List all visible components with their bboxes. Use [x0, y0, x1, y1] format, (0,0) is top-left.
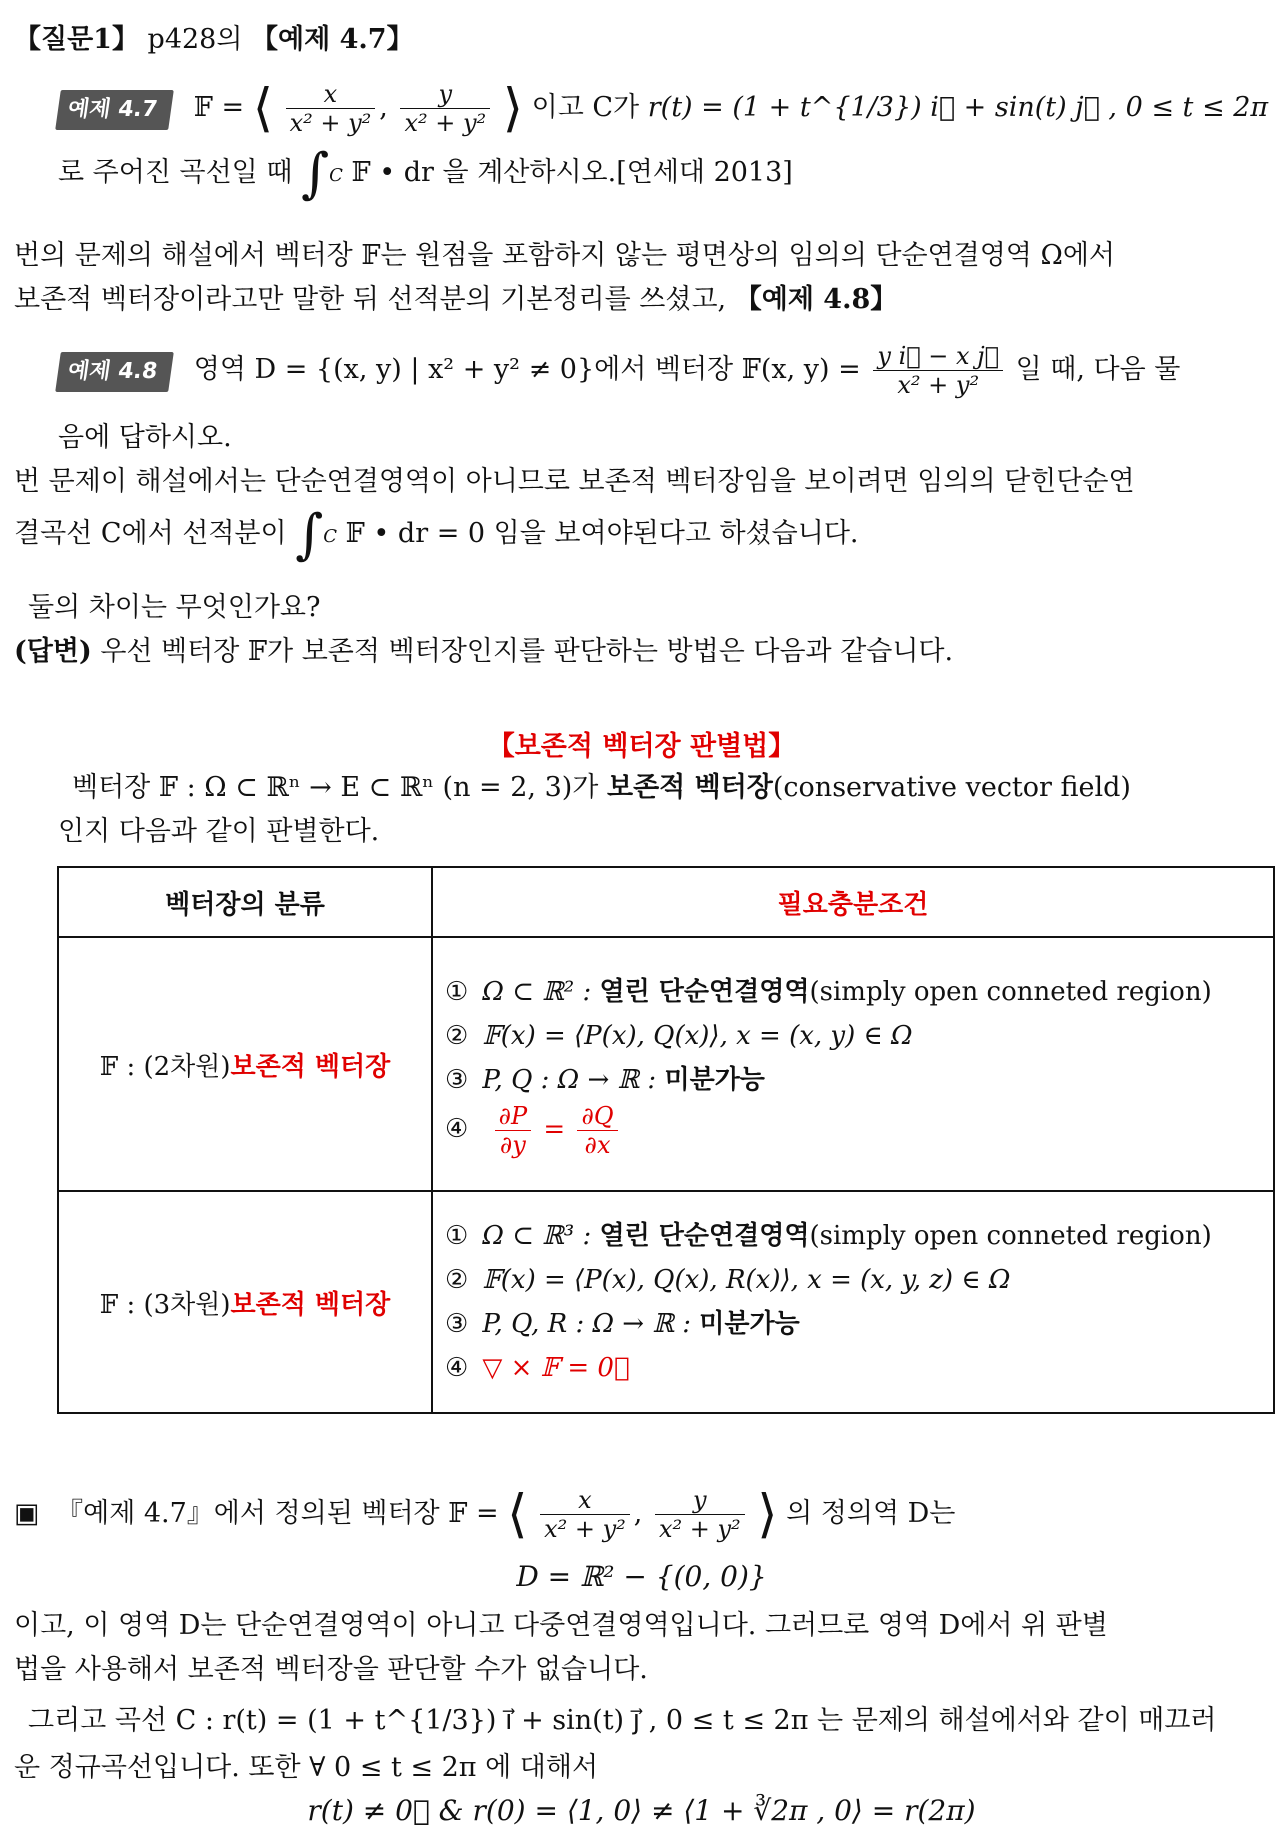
table-row-3d — [58, 1191, 1274, 1413]
cond-post: (simply open conneted region) — [809, 976, 1212, 1007]
b1-frac2-num: y — [655, 1486, 745, 1515]
ex48-text: 영역 D = {(x, y) | x² + y² ≠ 0}에서 벡터장 𝔽(x, y) = — [193, 354, 861, 385]
ex47-frac1-den: x² + y² — [289, 109, 372, 137]
dx-denominator: ∂x — [584, 1130, 611, 1159]
b1-frac1-num: x — [540, 1486, 630, 1515]
row-3d-label-red: 보존적 벡터장 — [230, 1289, 391, 1320]
curl-condition: ▽ × 𝔽 = 0⃗ — [482, 1353, 630, 1383]
ex47-frac1-num: x — [286, 80, 376, 109]
row-2d-cond-3 — [445, 1058, 1261, 1102]
ex47-frac2-num: y — [400, 80, 490, 109]
final-equation: r(t) ≠ 0⃗ & r(0) = ⟨1, 0⟩ ≠ ⟨1 + ∛2π , 0⟩ = r(2π) — [307, 1794, 976, 1827]
row-3d-label — [58, 1191, 432, 1413]
row-2d-cond-4 — [445, 1102, 1261, 1159]
intro-line2: 인지 다음과 같이 판별한다. — [58, 816, 380, 847]
ex47-mid: 이고 C가 — [531, 92, 640, 123]
cond-bold: 미분가능 — [664, 1064, 765, 1095]
ex47-f-open: 𝔽 = — [193, 92, 245, 123]
integral-sign-2: ∫ — [295, 502, 324, 566]
cond-number: ① — [445, 976, 469, 1007]
paragraph-1-line1: 번의 문제의 해설에서 벡터장 𝔽는 원점을 포함하지 않는 평면상의 임의의 단순연결영역 Ω에서 — [14, 240, 1115, 271]
cond-number: ① — [445, 1221, 469, 1251]
example-reference: 【예제 4.7】 — [251, 24, 414, 55]
paragraph-3: 둘의 차이는 무엇인가요? — [28, 592, 321, 623]
right-angle-bracket-2: ⟩ — [757, 1484, 778, 1545]
row-3d-label-pre: 𝔽 : (3차원) — [99, 1289, 231, 1320]
answer-label: (답변) — [14, 636, 92, 667]
cond-number: ④ — [445, 1353, 469, 1383]
example-4-7-line1: 예제 4.7 𝔽 = ⟨ $\frac{x}{\text{x² + y²}}$ , $\frac{y}{\text{x² + y²}}$ ⟩ 이고 C가 r(t) = (1 + t^{1/3}) i⃗ + sin(t) j⃗ , 0 ≤ t ≤ 2π — [58, 80, 1268, 137]
cond-math: P, Q : Ω → ℝ : — [482, 1064, 657, 1095]
b1-frac1-den: x² + y² — [544, 1515, 626, 1543]
cond-number: ② — [445, 1265, 469, 1295]
bottom-para3-line1: 그리고 곡선 C : r(t) = (1 + t^{1/3}) i⃗ + sin(t) j⃗ , 0 ≤ t ≤ 2π 는 문제의 해설에서와 같이 매끄러 — [28, 1705, 1217, 1736]
ex48-num: y i⃗ − x j⃗ — [873, 342, 1003, 371]
table-row-2d — [58, 937, 1274, 1191]
integral-sign: ∫ — [301, 141, 330, 205]
cond-bold: 열린 단순연결영역 — [599, 1221, 810, 1251]
cond-bold: 열린 단순연결영역 — [599, 976, 810, 1007]
b1-post: 의 정의역 D는 — [786, 1498, 956, 1529]
example-4-8-line2: 음에 답하시오. — [58, 422, 232, 453]
table-header-row — [58, 867, 1274, 937]
equals-sign: = — [543, 1114, 566, 1144]
b1-frac1 — [540, 1486, 630, 1543]
b1-frac2 — [655, 1486, 745, 1543]
intro-bold: 보존적 벡터장 — [606, 772, 773, 803]
header-classification: 벡터장의 분류 — [58, 867, 432, 937]
paragraph-2-line1: 번 문제이 해설에서는 단순연결영역이 아니므로 보존적 벡터장임을 보이려면 임의의 닫힌단순연 — [14, 466, 1135, 497]
cond-math: P, Q, R : Ω → ℝ : — [482, 1309, 691, 1339]
answer-text: 우선 벡터장 𝔽가 보존적 벡터장인지를 판단하는 방법은 다음과 같습니다. — [100, 636, 954, 667]
cond-number: ② — [445, 1020, 469, 1051]
ex48-post: 일 때, 다음 물 — [1015, 354, 1181, 385]
row-3d-cond-3 — [445, 1302, 1261, 1346]
dP-numerator: ∂P — [495, 1102, 532, 1131]
criteria-table — [57, 866, 1275, 1414]
question-label: 【질문1】 — [14, 24, 139, 55]
b1-frac2-den: x² + y² — [658, 1515, 741, 1543]
integral-subscript-2: C — [323, 526, 338, 547]
ex47-line2-post: 𝔽 • dr 을 계산하시오.[연세대 2013] — [351, 157, 793, 188]
paragraph-2-line2 — [14, 502, 859, 566]
row-2d-cond-2 — [445, 1014, 1261, 1058]
bottom-para2-line1: 이고, 이 영역 D는 단순연결영역이 아니고 다중연결영역입니다. 그러므로 영역 D에서 위 판별 — [14, 1610, 1108, 1641]
answer-line — [14, 634, 953, 670]
cond-math: 𝔽(x) = ⟨P(x), Q(x)⟩, x = (x, y) ∈ Ω — [482, 1020, 913, 1051]
section-title: 【보존적 벡터장 판별법】 — [487, 731, 796, 762]
row-2d-label — [58, 937, 432, 1191]
example-4-8-line1 — [58, 342, 1180, 399]
cond-number: ③ — [445, 1309, 469, 1339]
cond-math: Ω ⊂ ℝ² : — [482, 976, 592, 1007]
row-3d-cond-2 — [445, 1258, 1261, 1302]
question-heading — [14, 22, 414, 58]
bottom-para3-line2: 운 정규곡선입니다. 또한 ∀ 0 ≤ t ≤ 2π 에 대해서 — [14, 1752, 599, 1783]
row-3d-cond-1 — [445, 1214, 1261, 1258]
bottom-para2-line2: 법을 사용해서 보존적 벡터장을 판단할 수가 없습니다. — [14, 1654, 648, 1685]
cond-post: (simply open conneted region) — [809, 1221, 1212, 1251]
ex47-frac2 — [400, 80, 490, 137]
left-angle-bracket: ⟨ — [252, 78, 273, 139]
cond-bold: 미분가능 — [699, 1309, 800, 1339]
ex47-frac1 — [286, 80, 376, 137]
p2-line2-pre: 결곡선 C에서 선적분이 — [14, 518, 287, 549]
row-2d-conditions — [432, 937, 1274, 1191]
domain-equation: D = ℝ² − {(0, 0)} — [516, 1560, 767, 1593]
example-4-8-badge: 예제 4.8 — [55, 352, 174, 392]
bottom-line1: ▣ 『예제 4.7』에서 정의된 벡터장 𝔽 = ⟨ $\frac{x}{\text{x² + y²}}$ , $\frac{y}{\text{x² + y²}}$ ⟩ 의 정의역 D는 — [14, 1484, 956, 1545]
dQ-dx-fraction — [577, 1102, 617, 1159]
ex48-den: x² + y² — [897, 371, 980, 399]
dQ-numerator: ∂Q — [577, 1102, 617, 1131]
cond-math: 𝔽(x) = ⟨P(x), Q(x), R(x)⟩, x = (x, y, z) ∈ Ω — [482, 1265, 1011, 1295]
left-angle-bracket-2: ⟨ — [507, 1484, 528, 1545]
dP-dy-fraction — [495, 1102, 532, 1159]
cond-number: ④ — [445, 1114, 469, 1144]
square-bullet-icon: ▣ — [14, 1498, 40, 1529]
p2-line2-post: 𝔽 • dr = 0 임을 보여야된다고 하셨습니다. — [345, 518, 859, 549]
example-4-7-line2 — [58, 141, 793, 205]
ex47-curve: r(t) = (1 + t^{1/3}) i⃗ + sin(t) j⃗ , 0 ≤ t ≤ 2π — [647, 92, 1269, 123]
intro-pre: 벡터장 𝔽 : Ω ⊂ ℝⁿ → E ⊂ ℝⁿ (n = 2, 3)가 — [72, 772, 599, 803]
row-2d-label-pre: 𝔽 : (2차원) — [99, 1051, 231, 1082]
ex48-frac — [873, 342, 1003, 399]
paragraph-1-line2 — [14, 282, 897, 318]
integral-subscript: C — [329, 165, 343, 186]
ex47-frac2-den: x² + y² — [404, 109, 487, 137]
header-condition: 필요충분조건 — [432, 867, 1274, 937]
intro-line1 — [72, 770, 1131, 806]
cond-number: ③ — [445, 1064, 469, 1095]
page-reference: p428의 — [147, 24, 243, 55]
b1-pre: 『예제 4.7』에서 정의된 벡터장 𝔽 = — [56, 1498, 499, 1529]
intro-post: (conservative vector field) — [772, 772, 1131, 803]
row-3d-conditions — [432, 1191, 1274, 1413]
row-2d-label-red: 보존적 벡터장 — [230, 1051, 391, 1082]
right-angle-bracket: ⟩ — [502, 78, 524, 139]
dy-denominator: ∂y — [499, 1130, 526, 1159]
p1-line2-text: 보존적 벡터장이라고만 말한 뒤 선적분의 기본정리를 쓰셨고, — [14, 284, 727, 315]
p1-example-ref: 【예제 4.8】 — [734, 284, 898, 315]
example-4-7-badge: 예제 4.7 — [55, 90, 174, 130]
ex47-line2-pre: 로 주어진 곡선일 때 — [58, 157, 293, 188]
cond-math: Ω ⊂ ℝ³ : — [482, 1221, 592, 1251]
row-3d-cond-4 — [445, 1346, 1261, 1390]
row-2d-cond-1 — [445, 970, 1261, 1014]
